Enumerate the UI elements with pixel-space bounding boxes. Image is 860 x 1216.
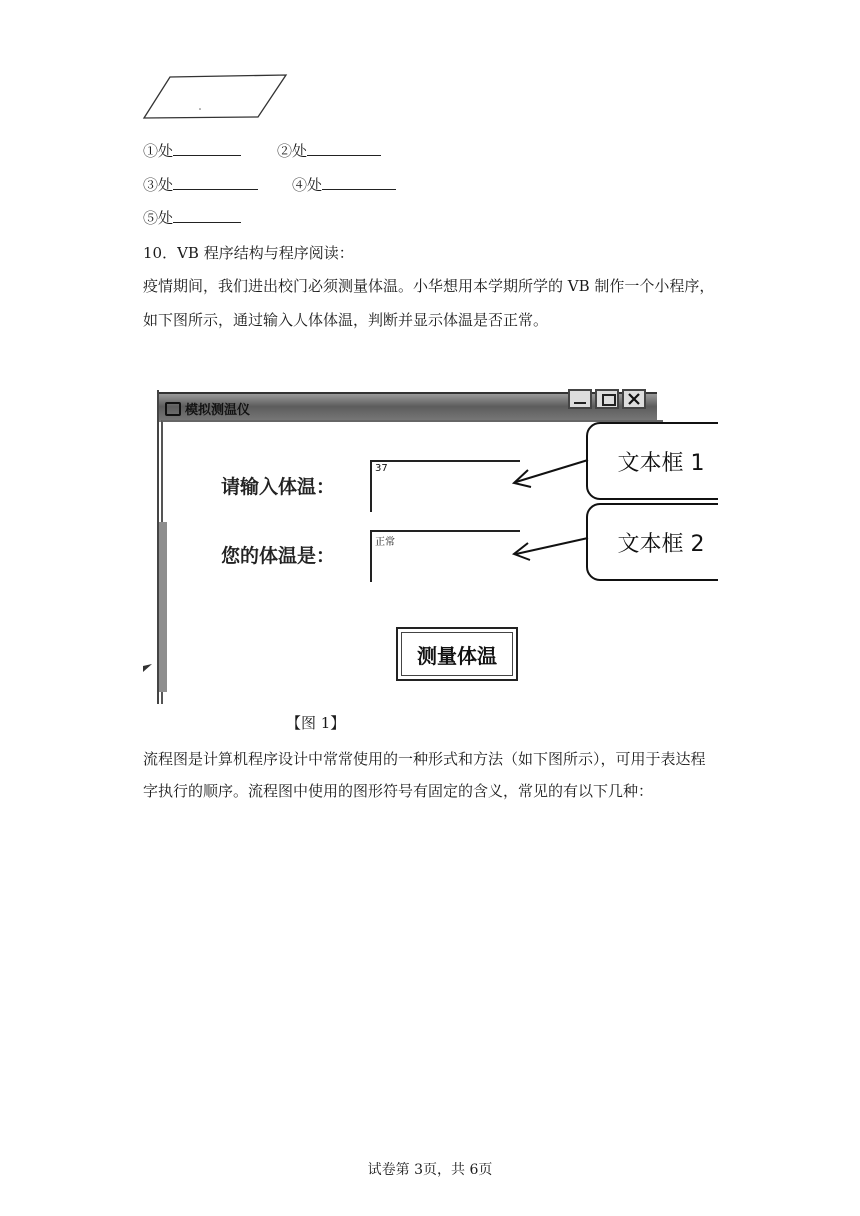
blank-3-line[interactable]	[173, 175, 258, 190]
maximize-button[interactable]	[595, 389, 619, 409]
measure-temperature-button[interactable]	[396, 627, 518, 681]
resize-corner-icon	[143, 664, 153, 674]
paragraph-2-line-2: 字执行的顺序。流程图中使用的图形符号有固定的含义，常见的有以下几种：	[143, 782, 654, 800]
blank-1-line[interactable]	[173, 141, 241, 156]
callout-textbox-2-label: 文本框 2	[617, 531, 705, 557]
blank-5-line[interactable]	[173, 208, 241, 223]
callout-textbox-2	[586, 503, 718, 581]
output-temperature-label: 您的体温是：	[221, 545, 336, 567]
arrow-to-textbox-1	[508, 456, 590, 492]
textbox-2[interactable]	[370, 530, 520, 582]
blank-3-label: ③处	[143, 176, 174, 194]
window-title: 模拟测温仪	[185, 403, 251, 418]
input-temperature-label: 请输入体温：	[221, 476, 336, 498]
measure-temperature-button-label: 测量体温	[401, 632, 513, 676]
blank-4-line[interactable]	[322, 175, 396, 190]
textbox-1-value: 37	[375, 463, 388, 474]
close-button[interactable]	[622, 389, 646, 409]
blank-5-label: ⑤处	[143, 209, 174, 227]
textbox-1[interactable]	[370, 460, 520, 512]
callout-textbox-1	[586, 422, 718, 500]
blank-4	[292, 175, 396, 195]
textbox-2-value: 正常	[375, 537, 395, 548]
paragraph-1-line-1: 疫情期间，我们进出校门必须测量体温。小华想用本学期所学的 VB 制作一个小程序，	[143, 277, 715, 295]
blank-1-label: ①处	[143, 142, 174, 160]
blank-1	[143, 141, 241, 161]
minimize-button[interactable]	[568, 389, 592, 409]
blank-2	[277, 141, 381, 161]
paragraph-1-line-2: 如下图所示，通过输入人体体温，判断并显示体温是否正常。	[143, 311, 549, 329]
figure-caption: 【图 1】	[286, 714, 346, 732]
blank-2-label: ②处	[277, 142, 308, 160]
blank-4-label: ④处	[292, 176, 323, 194]
arrow-to-textbox-2	[508, 532, 590, 562]
window-left-border	[159, 522, 167, 692]
question-title: 10．VB 程序结构与程序阅读：	[143, 244, 354, 262]
page-footer: 试卷第 3页，共 6页	[367, 1162, 493, 1178]
blank-5	[143, 208, 241, 228]
vb-window-figure	[143, 372, 718, 704]
callout-textbox-1-label: 文本框 1	[617, 450, 705, 476]
window-icon	[165, 402, 181, 416]
paragraph-2-line-1: 流程图是计算机程序设计中常常使用的一种形式和方法（如下图所示），可用于表达程	[143, 750, 706, 768]
parallelogram-shape	[140, 72, 292, 122]
blank-3	[143, 175, 258, 195]
blank-2-line[interactable]	[307, 141, 381, 156]
